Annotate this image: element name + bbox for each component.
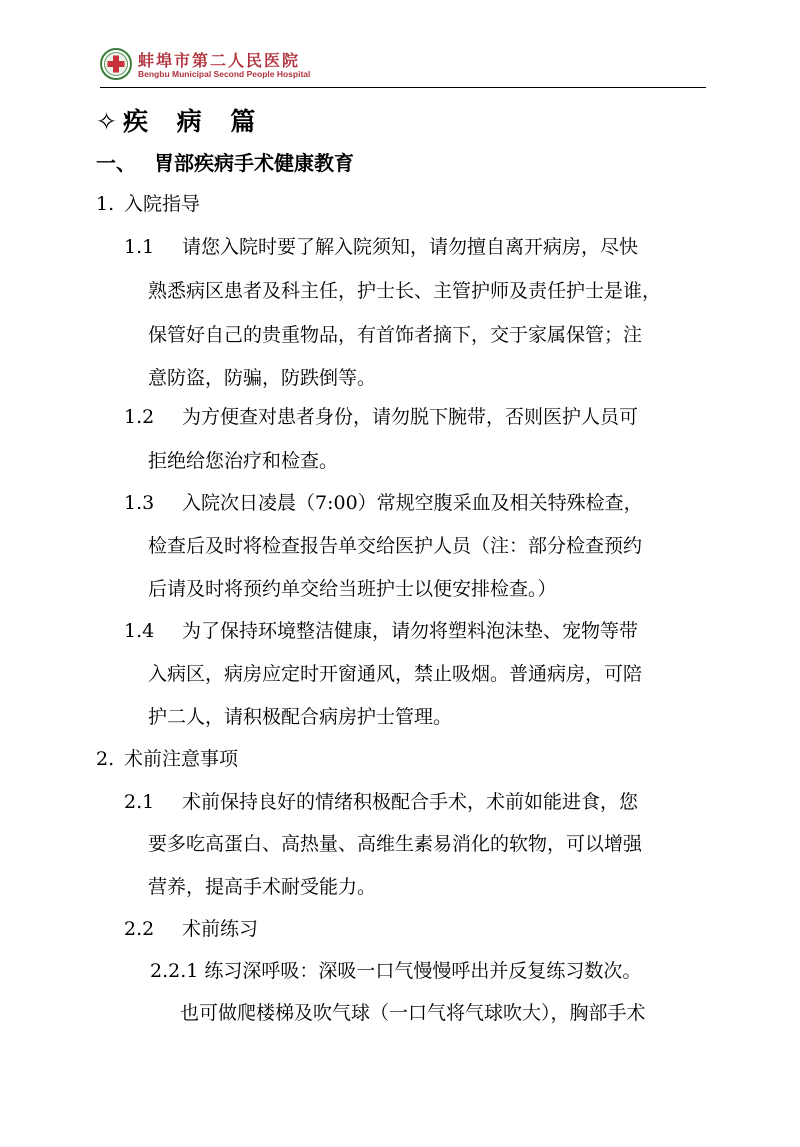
paragraph-line: [124, 619, 638, 643]
sub-item-number: 1.4: [124, 620, 155, 642]
paragraph-text: 术前保持良好的情绪积极配合手术，术前如能进食，您: [182, 791, 639, 813]
paragraph-line: 保管好自己的贵重物品，有首饰者摘下，交于家属保管；注: [148, 324, 643, 346]
item-title: 术前注意事项: [124, 748, 239, 770]
item-number: 1.: [96, 193, 115, 215]
paragraph-line: 护二人，请积极配合病房护士管理。: [148, 706, 453, 728]
hospital-name-cn: 蚌埠市第二人民医院: [138, 51, 301, 70]
paragraph-text: 练习深呼吸：深吸一口气慢慢呼出并反复练习数次。: [204, 960, 642, 982]
paragraph-line: 拒绝给您治疗和检查。: [148, 450, 339, 472]
hospital-cross-logo-icon: [100, 48, 132, 80]
paragraph-line: 营养，提高手术耐受能力。: [148, 876, 377, 898]
paragraph-line: 入病区，病房应定时开窗通风，禁止吸烟。普通病房，可陪: [148, 663, 643, 685]
section-title-text: 疾 病 篇: [122, 107, 266, 136]
chapter-number: 一、: [96, 151, 136, 175]
item-title: 入院指导: [124, 193, 201, 215]
paragraph-line: [124, 405, 638, 429]
chapter-title-text: 胃部疾病手术健康教育: [154, 151, 354, 175]
paragraph-line: [150, 959, 641, 983]
item-heading: [96, 747, 238, 771]
page-header: [100, 44, 706, 88]
item-heading: [96, 192, 200, 216]
chapter-title: [96, 147, 354, 176]
paragraph-text: 为了保持环境整洁健康，请勿将塑料泡沫垫、宠物等带: [182, 620, 639, 642]
sub-item-number: 1.1: [124, 236, 155, 258]
hospital-name-en: Bengbu Municipal Second People Hospital: [138, 69, 311, 79]
paragraph-line: [124, 790, 638, 814]
paragraph-line: 熟悉病区患者及科主任，护士长、主管护师及责任护士是谁，: [148, 280, 662, 302]
sub-item-title: 术前练习: [182, 918, 259, 940]
sub-item-number: 1.3: [124, 492, 155, 514]
sub-item-number: 2.2: [124, 918, 155, 940]
sparkle-diamond-icon: ✧: [96, 107, 117, 136]
paragraph-line: [124, 491, 643, 515]
paragraph-line: [124, 235, 638, 259]
item-number: 2.: [96, 748, 115, 770]
sub-item-number: 1.2: [124, 406, 155, 428]
sub-item-heading: [124, 917, 258, 941]
paragraph-text: 请您入院时要了解入院须知，请勿擅自离开病房，尽快: [182, 236, 639, 258]
paragraph-line: 也可做爬楼梯及吹气球（一口气将气球吹大），胸部手术: [180, 1002, 646, 1024]
paragraph-line: 意防盗，防骗，防跌倒等。: [148, 367, 377, 389]
paragraph-line: 要多吃高蛋白、高热量、高维生素易消化的软物，可以增强: [148, 833, 643, 855]
section-title: [96, 102, 265, 138]
sub-sub-item-number: 2.2.1: [150, 960, 199, 982]
header-divider: [100, 87, 706, 88]
paragraph-text: 入院次日凌晨（7:00）常规空腹采血及相关特殊检查，: [182, 492, 643, 514]
sub-item-number: 2.1: [124, 791, 155, 813]
paragraph-line: 后请及时将预约单交给当班护士以便安排检查。）: [148, 578, 557, 600]
paragraph-line: 检查后及时将检查报告单交给医护人员（注：部分检查预约: [148, 535, 643, 557]
paragraph-text: 为方便查对患者身份，请勿脱下腕带，否则医护人员可: [182, 406, 639, 428]
